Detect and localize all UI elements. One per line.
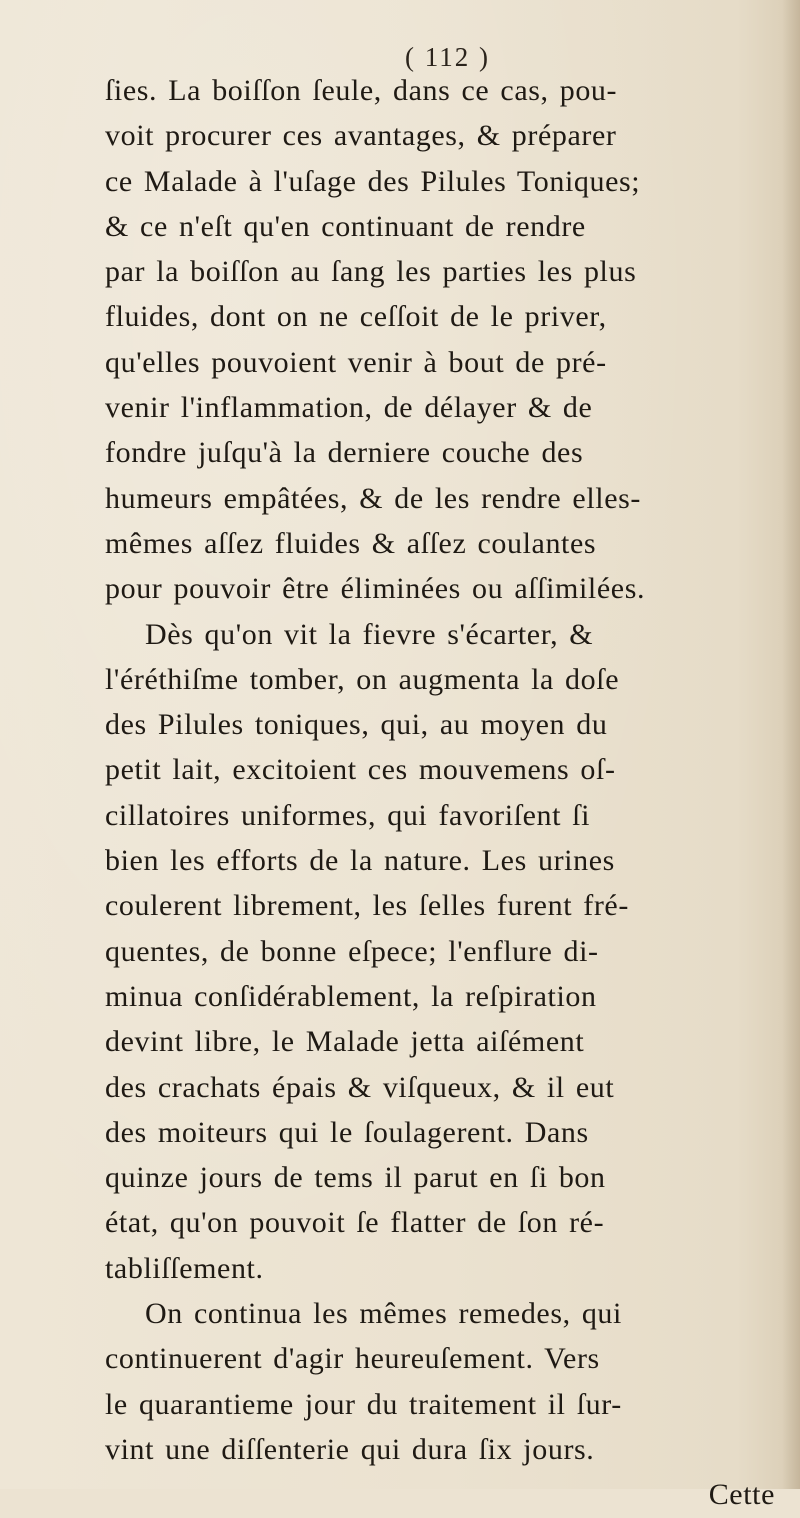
text-line: minua conſidérablement, la reſpiration <box>105 979 597 1013</box>
text-line: l'éréthiſme tomber, on augmenta la doſe <box>105 662 620 696</box>
text-line: par la boiſſon au ſang les parties les plus <box>105 255 637 289</box>
text-line: ce Malade à l'uſage des Pilules Toniques; <box>105 164 641 198</box>
catchword: Cette <box>708 1478 775 1512</box>
text-line: fondre juſqu'à la derniere couche des <box>105 436 584 470</box>
text-line: bien les efforts de la nature. Les urines <box>105 844 615 878</box>
text-line: le quarantieme jour du traitement il ſur- <box>105 1387 622 1421</box>
text-line: vint une diſſenterie qui dura ſix jours. <box>105 1432 595 1466</box>
paragraph-start-line: Dès qu'on vit la fievre s'écarter, & <box>145 617 594 651</box>
text-line: petit lait, excitoient ces mouvemens oſ- <box>105 753 616 787</box>
text-line: & ce n'eſt qu'en continuant de rendre <box>105 209 586 243</box>
text-line: mêmes aſſez fluides & aſſez coulantes <box>105 526 597 560</box>
text-line: coulerent librement, les ſelles furent fré- <box>105 889 629 923</box>
text-line: des moiteurs qui le ſoulagerent. Dans <box>105 1115 589 1149</box>
text-line: voit procurer ces avantages, & préparer <box>105 119 617 153</box>
text-line: ſies. La boiſſon ſeule, dans ce cas, pou- <box>105 74 618 107</box>
text-line: humeurs empâtées, & de les rendre elles- <box>105 481 641 515</box>
text-line: pour pouvoir être éliminées ou aſſimilées. <box>105 572 646 606</box>
text-line: fluides, dont on ne ceſſoit de le priver, <box>105 300 607 334</box>
text-line: devint libre, le Malade jetta aiſément <box>105 1025 585 1059</box>
text-line: des Pilules toniques, qui, au moyen du <box>105 708 608 742</box>
text-line: cillatoires uniformes, qui favoriſent ſi <box>105 798 591 832</box>
text-line: état, qu'on pouvoit ſe flatter de ſon ré- <box>105 1206 605 1240</box>
text-line: quinze jours de tems il parut en ſi bon <box>105 1161 606 1195</box>
text-line: tabliſſement. <box>105 1251 264 1285</box>
body-text <box>105 68 785 1518</box>
text-line: des crachats épais & viſqueux, & il eut <box>105 1070 615 1104</box>
text-line: continuerent d'agir heureuſement. Vers <box>105 1342 600 1376</box>
text-line: quentes, de bonne eſpece; l'enflure di- <box>105 934 599 968</box>
text-line: venir l'inflammation, de délayer & de <box>105 391 593 425</box>
paragraph-start-line: On continua les mêmes remedes, qui <box>145 1297 622 1331</box>
page-number-header: ( 112 ) <box>405 42 490 72</box>
text-line: qu'elles pouvoient venir à bout de pré- <box>105 345 607 379</box>
